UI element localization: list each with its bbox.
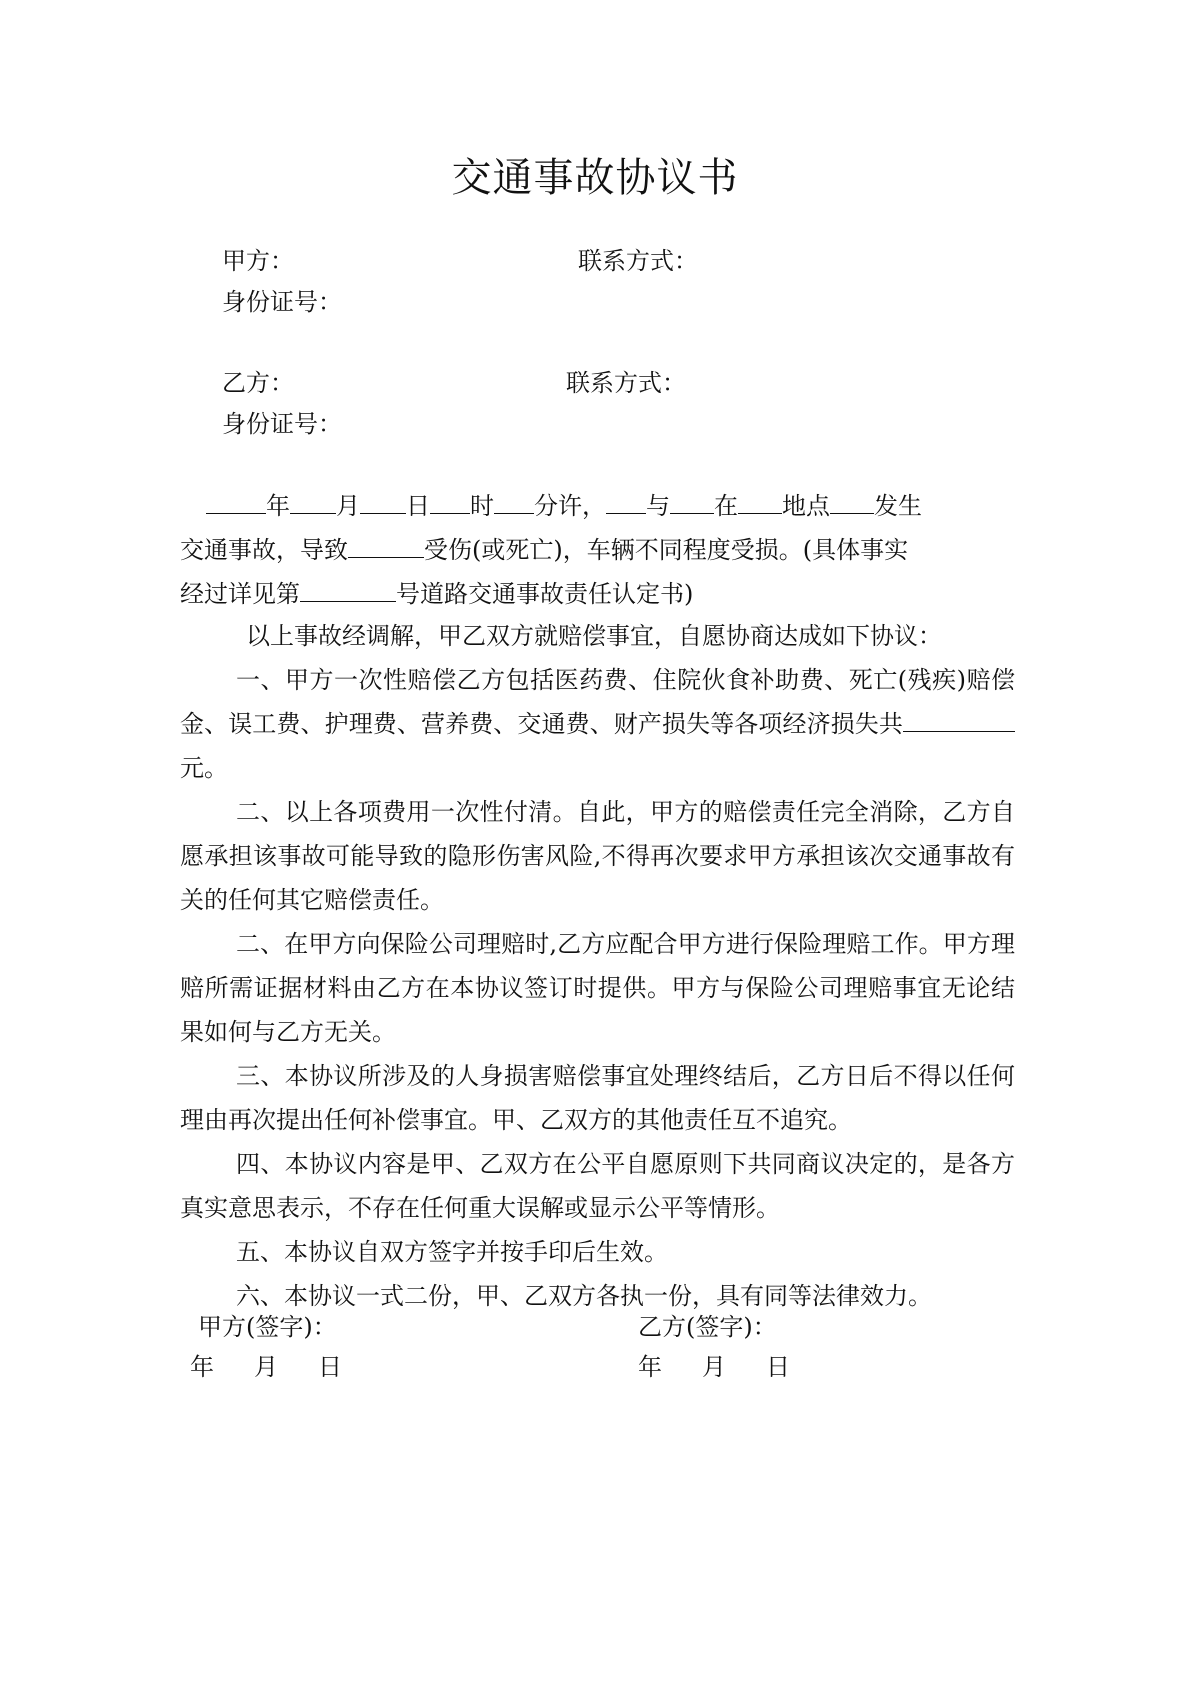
compensation-amount-blank [903, 707, 1015, 732]
party-b-signature-label: 乙方(签字)： [638, 1313, 777, 1341]
agreement-clauses [180, 614, 1015, 1318]
certificate-number-blank [300, 577, 396, 602]
clause-6: 六、本协议一式二份，甲、乙双方各执一份，具有同等法律效力。 [236, 1282, 932, 1310]
party-b-sign-date: 年 月 日 [638, 1353, 790, 1381]
day-blank [360, 489, 406, 514]
party-a-signature-label: 甲方(签字)： [198, 1313, 337, 1341]
occur-blank [830, 489, 874, 514]
party-a-label: 甲方： [222, 247, 294, 275]
clause-4: 四、本协议内容是甲、乙双方在公平自愿原则下共同商议决定的，是各方真实意思表示，不存在任何重大误解或显示公平等情形。 [180, 1150, 1015, 1222]
location-blank [738, 489, 782, 514]
clause-2: 二、以上各项费用一次性付清。自此，甲方的赔偿责任完全消除，乙方自愿承担该事故可能导致的隐形伤害风险,不得再次要求甲方承担该次交通事故有关的任何其它赔偿责任。 [180, 798, 1015, 914]
clause-1: 一、甲方一次性赔偿乙方包括医药费、住院伙食补助费、死亡(残疾)赔偿金、误工费、护理费、营养费、交通费、财产损失等各项经济损失共元。 [180, 666, 1015, 782]
injured-person-blank [348, 533, 424, 558]
party-a-contact-label: 联系方式： [578, 247, 698, 275]
minute-blank [494, 489, 534, 514]
party-b-contact-label: 联系方式： [566, 369, 686, 397]
party-x-blank [606, 489, 646, 514]
month-blank [290, 489, 336, 514]
party-b-label: 乙方： [222, 369, 294, 397]
hour-blank [430, 489, 470, 514]
clause-2b: 二、在甲方向保险公司理赔时,乙方应配合甲方进行保险理赔工作。甲方理赔所需证据材料由乙方在本协议签订时提供。甲方与保险公司理赔事宜无论结果如何与乙方无关。 [180, 930, 1015, 1046]
party-y-blank [670, 489, 714, 514]
document-title: 交通事故协议书 [451, 155, 739, 201]
party-a-sign-date: 年 月 日 [190, 1353, 342, 1381]
party-a-id-label: 身份证号： [222, 288, 342, 316]
accident-description: 年 月 日 时 分许， 与 在 地点 发生 交通事故，导致 受伤(或死亡)，车辆不同程度受损。(具体事实 经过详见第 号道路交通事故责任认定书) [180, 484, 1015, 616]
intro-text: 以上事故经调解，甲乙双方就赔偿事宜，自愿协商达成如下协议： [246, 622, 942, 650]
party-b-id-label: 身份证号： [222, 410, 342, 438]
clause-5: 五、本协议自双方签字并按手印后生效。 [236, 1238, 668, 1266]
year-blank [206, 489, 266, 514]
clause-3: 三、本协议所涉及的人身损害赔偿事宜处理终结后，乙方日后不得以任何理由再次提出任何补偿事宜。甲、乙双方的其他责任互不追究。 [180, 1062, 1015, 1134]
